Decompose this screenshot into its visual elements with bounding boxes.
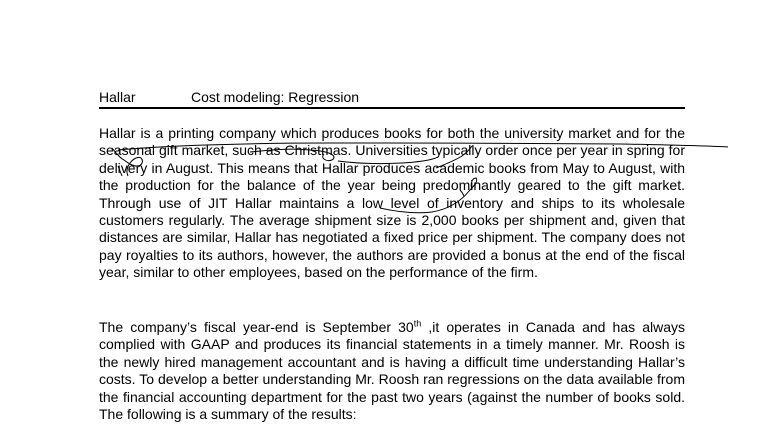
paragraph-company-description: Hallar is a printing company which produces books for both the university market and for the seasonal gift market, such as Christmas. Universities typically order once per year in spring for delivery in August. This means that Hallar produces academic books from May to August, with the production for the balance of the year being predominantly geared to the gift market. Through use of JIT Hallar maintains a low level of inventory and ships to its wholesale customers regularly. The average shipment size is 2,000 books per shipment and, given that distances are similar, Hallar has negotiated a fixed price per shipment. The company does not pay royalties to its authors, however, the authors are provided a bonus at the end of the fiscal year, similar to other employees, based on the performance of the firm. — [99, 125, 685, 281]
ordinal-superscript: th — [413, 318, 422, 329]
header-title: Cost modeling: Regression — [191, 89, 360, 105]
paragraph-fiscal-text-end: ,it operates in Canada and has always complied with GAAP and produces its financial statements in a timely manner. Mr. Roosh is the newly hired management accountant and is having a difficult time understanding Hallar’s costs. To develop a better understanding Mr. Roosh ran regressions on the data available from the financial accounting department for the past two years (against the number of books sold. The following is a summary of the results: — [99, 319, 685, 423]
paragraph-fiscal-info — [99, 319, 685, 423]
header-company-name: Hallar — [99, 89, 136, 105]
page-header — [99, 89, 685, 109]
paragraph-fiscal-text-start: The company’s fiscal year-end is September 30 — [99, 319, 414, 335]
